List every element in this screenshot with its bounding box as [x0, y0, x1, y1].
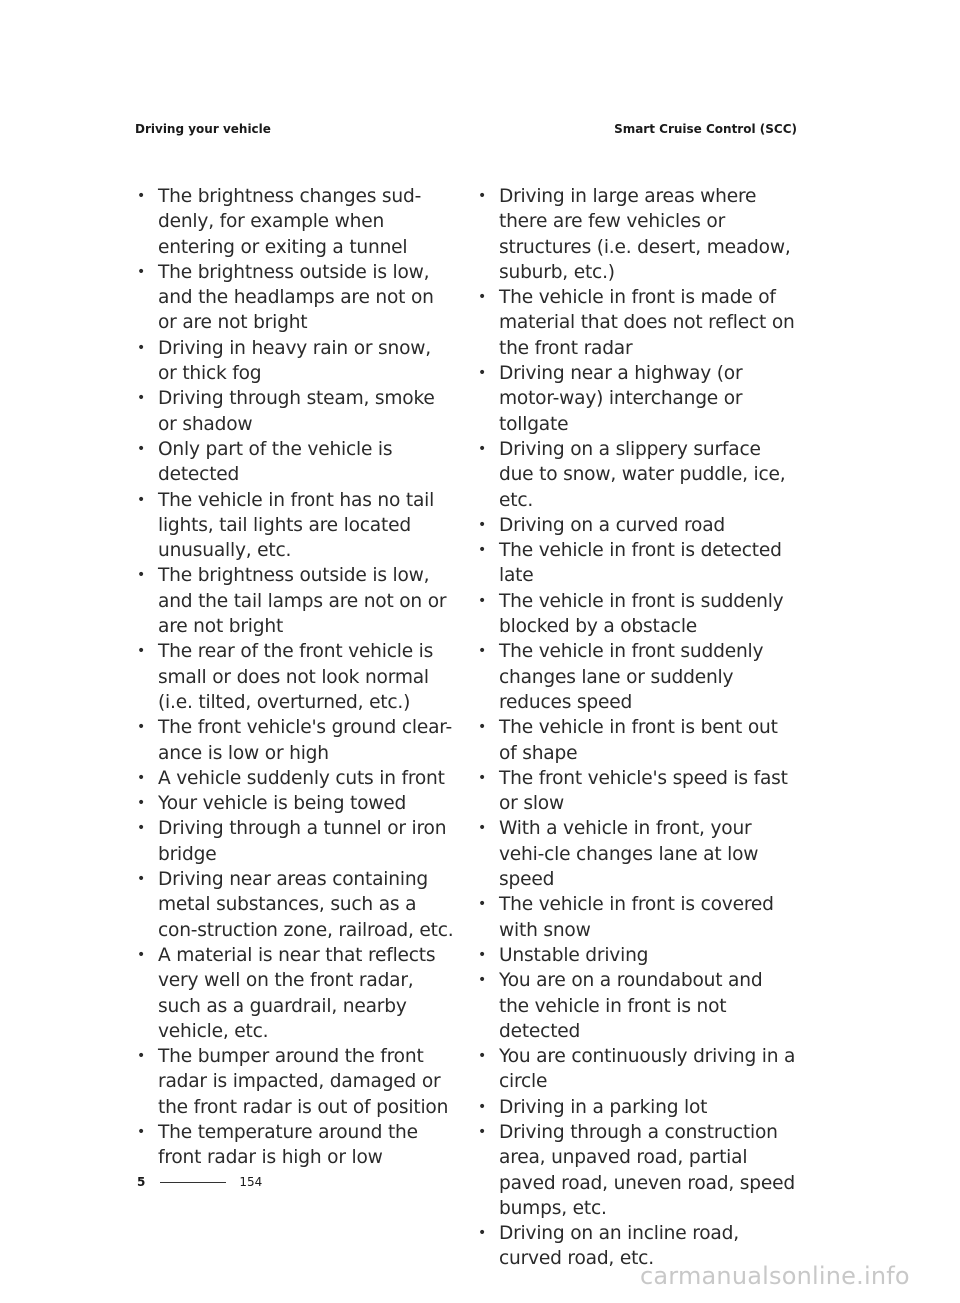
list-item	[137, 816, 455, 867]
list-item	[478, 1120, 796, 1221]
page-number: 154	[239, 1175, 263, 1189]
list-item-text: Driving in heavy rain or snow, or thick fog	[158, 337, 431, 385]
chapter-number: 5	[137, 1175, 146, 1189]
list-item-text: The vehicle in front is covered with snow	[499, 894, 774, 941]
bullet-icon: •	[137, 491, 146, 508]
list-item	[478, 766, 796, 817]
bullet-icon: •	[478, 769, 487, 786]
bullet-icon: •	[137, 1048, 146, 1065]
right-column-list	[478, 184, 796, 1272]
bullet-icon: •	[478, 1123, 487, 1140]
list-item	[137, 260, 455, 336]
bullet-icon: •	[478, 516, 487, 533]
list-item	[137, 488, 455, 564]
list-item	[478, 184, 796, 285]
list-item	[478, 513, 796, 538]
bullet-icon: •	[137, 567, 146, 584]
list-item	[137, 1120, 455, 1171]
list-item-text: You are continuously driving in a circle	[499, 1046, 796, 1093]
list-item	[478, 639, 796, 715]
bullet-icon: •	[137, 871, 146, 888]
list-item-text: A material is near that reflects very well on the front radar, such as a guardrail, nearby vehicle, etc.	[158, 944, 436, 1042]
list-item	[478, 1044, 796, 1095]
list-item-text: The vehicle in front is made of material that does not reflect on the front radar	[499, 287, 795, 359]
list-item	[137, 563, 455, 639]
list-item-text: Driving on a slippery surface due to snow, water puddle, ice, etc.	[499, 438, 786, 511]
list-item-text: Driving in a parking lot	[499, 1096, 708, 1118]
list-item	[478, 715, 796, 766]
list-item	[137, 943, 455, 1044]
watermark-text: carmanualsonline.info	[640, 1262, 910, 1290]
list-item-text: The vehicle in front has no tail lights, tail lights are located unusually, etc.	[158, 489, 435, 562]
bullet-icon: •	[478, 643, 487, 660]
list-item-text: You are on a roundabout and the vehicle in front is not detected	[499, 970, 763, 1042]
bullet-icon: •	[137, 946, 146, 963]
bullet-icon: •	[137, 719, 146, 736]
left-column-list	[137, 184, 455, 1171]
list-item-text: Unstable driving	[499, 944, 649, 966]
list-item-text: Driving near a highway (or motor-way) interchange or tollgate	[499, 363, 743, 435]
list-item	[137, 1044, 455, 1120]
page-header	[135, 122, 797, 136]
list-item-text: The vehicle in front suddenly changes lane or suddenly reduces speed	[499, 641, 764, 713]
bullet-icon: •	[478, 365, 487, 382]
list-item-text: Driving near areas containing metal substances, such as a con-struction zone, railroad, etc.	[158, 869, 454, 941]
list-item	[478, 1095, 796, 1120]
bullet-icon: •	[137, 188, 146, 204]
list-item	[137, 867, 455, 943]
list-item	[478, 361, 796, 437]
bullet-icon: •	[478, 1098, 487, 1115]
bullet-icon: •	[137, 390, 146, 407]
list-item	[137, 791, 455, 816]
page-footer	[137, 1175, 262, 1189]
list-item	[478, 437, 796, 513]
list-item-text: Driving in large areas where there are few vehicles or structures (i.e. desert, meadow, suburb, etc.)	[499, 186, 791, 283]
list-item	[478, 538, 796, 589]
bullet-icon: •	[137, 643, 146, 660]
list-item	[478, 589, 796, 640]
list-item-text: The vehicle in front is bent out of shape	[499, 717, 778, 764]
list-item	[137, 437, 455, 488]
bullet-icon: •	[478, 289, 487, 306]
bullet-icon: •	[137, 339, 146, 356]
bullet-icon: •	[478, 896, 487, 913]
bullet-icon: •	[478, 972, 487, 989]
list-item-text: Driving through steam, smoke or shadow	[158, 388, 435, 435]
list-item	[137, 766, 455, 791]
bullet-icon: •	[478, 1225, 487, 1242]
list-item-text: The front vehicle's ground clear-ance is low or high	[158, 717, 453, 764]
list-item-text: Driving through a tunnel or iron bridge	[158, 818, 447, 865]
list-item-text: The vehicle in front is detected late	[499, 540, 782, 587]
bullet-icon: •	[478, 820, 487, 837]
bullet-icon: •	[137, 263, 146, 280]
topic-title: Smart Cruise Control (SCC)	[614, 122, 797, 136]
bullet-icon: •	[137, 440, 146, 457]
footer-divider	[160, 1182, 226, 1183]
list-item-text: Only part of the vehicle is detected	[158, 438, 393, 486]
bullet-icon: •	[478, 542, 487, 559]
list-item-text: The front vehicle's speed is fast or slow	[499, 767, 788, 815]
list-item	[478, 968, 796, 1044]
list-item	[137, 184, 455, 260]
list-item-text: With a vehicle in front, your vehi-cle changes lane at low speed	[499, 818, 759, 891]
list-item	[478, 943, 796, 968]
list-item-text: The brightness changes sud-denly, for example when entering or exiting a tunnel	[158, 186, 422, 258]
bullet-icon: •	[478, 1048, 487, 1065]
list-item-text: Driving on an incline road, curved road, etc.	[499, 1223, 739, 1270]
bullet-icon: •	[478, 440, 487, 457]
list-item-text: The brightness outside is low, and the headlamps are not on or are not bright	[158, 261, 434, 334]
list-item	[137, 386, 455, 437]
bullet-icon: •	[478, 719, 487, 736]
list-item-text: The temperature around the front radar is high or low	[158, 1121, 418, 1169]
list-item-text: A vehicle suddenly cuts in front	[158, 767, 445, 789]
section-title: Driving your vehicle	[135, 122, 271, 136]
bullet-icon: •	[478, 592, 487, 609]
bullet-icon: •	[137, 1123, 146, 1140]
list-item	[137, 715, 455, 766]
list-item-text: Driving through a construction area, unpaved road, partial paved road, uneven road, speed bumps, etc.	[499, 1121, 795, 1219]
list-item-text: The vehicle in front is suddenly blocked by a obstacle	[499, 590, 784, 638]
list-item-text: Driving on a curved road	[499, 514, 725, 536]
list-item	[137, 639, 455, 715]
list-item	[478, 285, 796, 361]
list-item-text: The bumper around the front radar is impacted, damaged or the front radar is out of position	[158, 1046, 449, 1118]
bullet-icon: •	[137, 820, 146, 837]
list-item	[478, 892, 796, 943]
bullet-icon: •	[137, 769, 146, 786]
list-item	[137, 336, 455, 387]
list-item-text: The brightness outside is low, and the tail lamps are not on or are not bright	[158, 565, 447, 638]
bullet-icon: •	[478, 188, 487, 204]
bullet-icon: •	[137, 795, 146, 812]
list-item-text: Your vehicle is being towed	[158, 793, 407, 815]
list-item	[478, 816, 796, 892]
bullet-icon: •	[478, 946, 487, 963]
list-item-text: The rear of the front vehicle is small or does not look normal (i.e. tilted, overturned, etc.)	[158, 641, 434, 713]
